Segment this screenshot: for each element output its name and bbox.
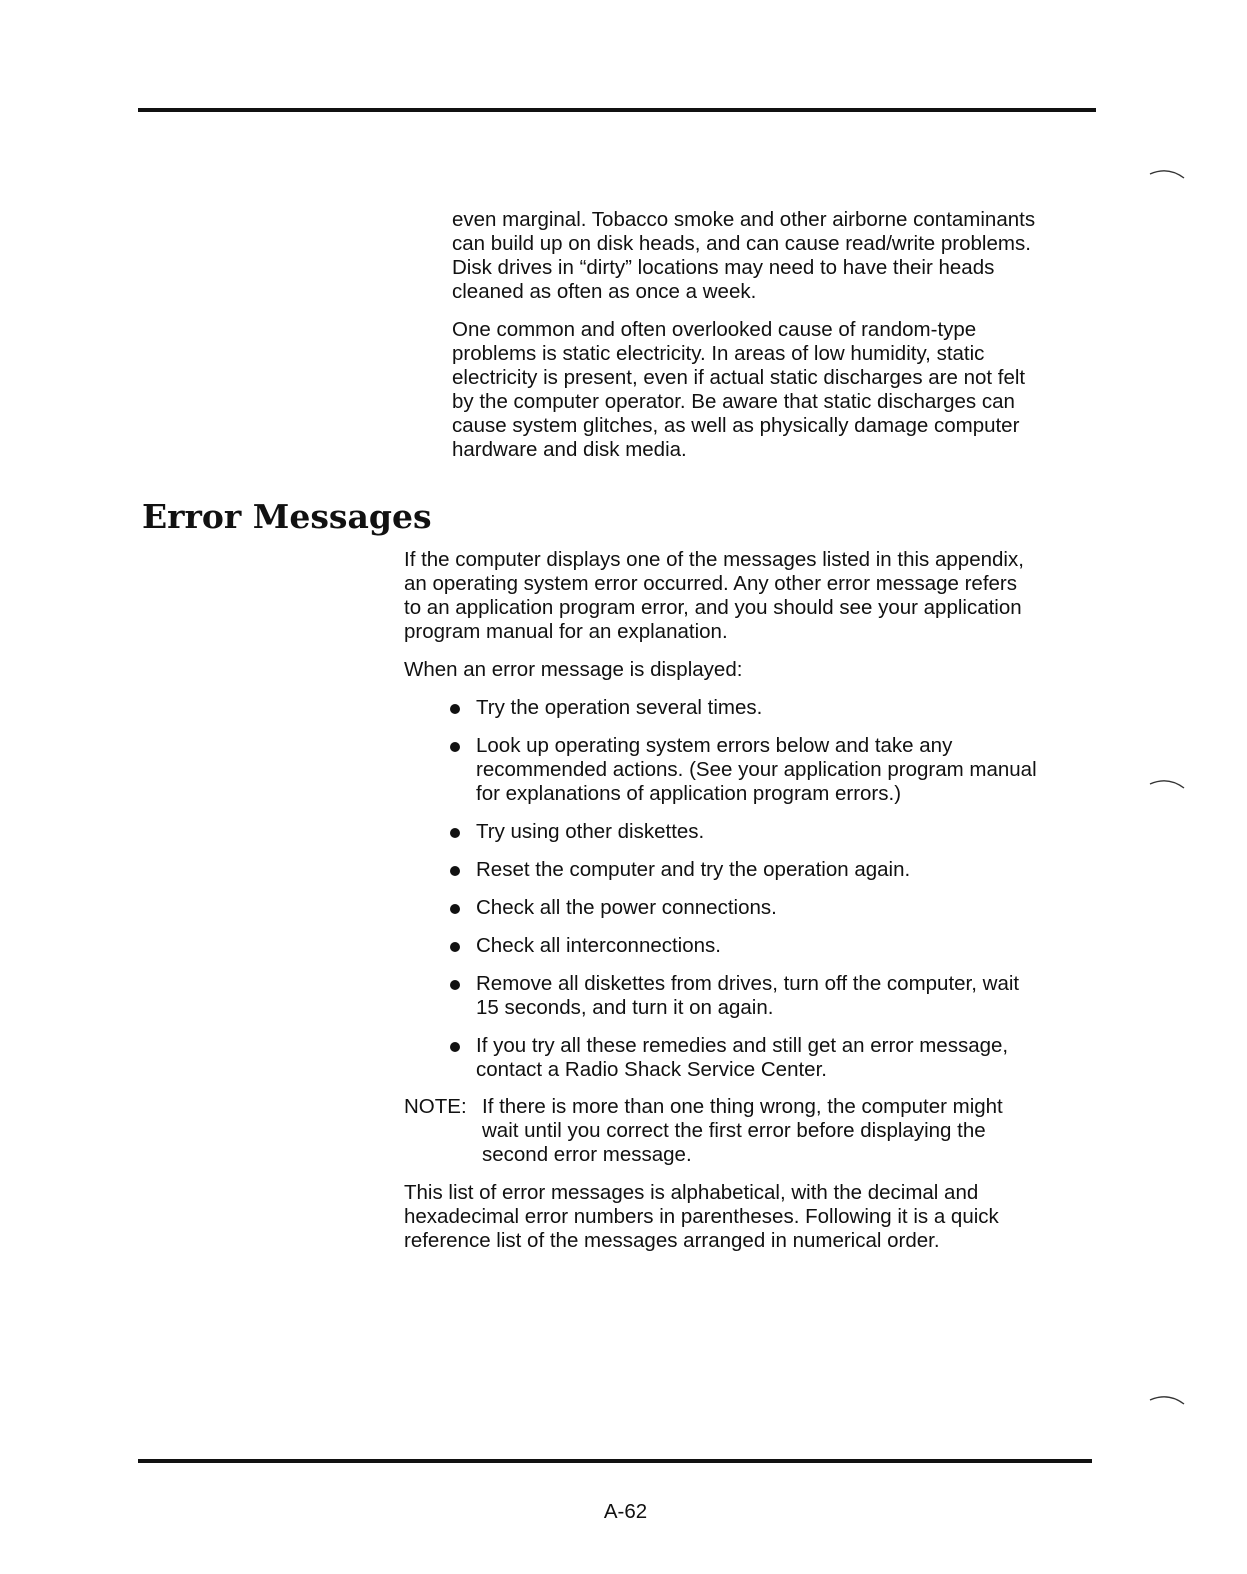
text-line: This list of error messages is alphabetical, with the decimal and xyxy=(404,1181,979,1204)
section-paragraph-1 xyxy=(404,548,1024,644)
section-paragraph-2 xyxy=(404,658,742,682)
text-line: hexadecimal error numbers in parentheses. Following it is a quick xyxy=(404,1205,999,1228)
bullet-icon xyxy=(450,980,460,990)
text-line: contact a Radio Shack Service Center. xyxy=(476,1058,827,1081)
bullet-icon xyxy=(450,742,460,752)
list-item xyxy=(448,1034,1037,1082)
note-body xyxy=(482,1095,1003,1167)
section-heading: Error Messages xyxy=(142,497,432,536)
text-line: Disk drives in “dirty” locations may need to have their heads xyxy=(452,256,995,279)
binding-mark xyxy=(1148,776,1188,790)
bullet-icon xyxy=(450,904,460,914)
bullet-icon xyxy=(450,1042,460,1052)
text-line: Check all interconnections. xyxy=(476,934,721,957)
text-line: Look up operating system errors below and take any xyxy=(476,734,953,757)
text-line: for explanations of application program errors.) xyxy=(476,782,902,805)
text-line: can build up on disk heads, and can cause read/write problems. xyxy=(452,232,1031,255)
text-line: Reset the computer and try the operation again. xyxy=(476,858,911,881)
list-item xyxy=(448,896,1037,920)
text-line: If there is more than one thing wrong, the computer might xyxy=(482,1095,1003,1118)
bullet-icon xyxy=(450,828,460,838)
list-item xyxy=(448,696,1037,720)
text-line: cleaned as often as once a week. xyxy=(452,280,757,303)
list-item xyxy=(448,858,1037,882)
text-line: If the computer displays one of the messages listed in this appendix, xyxy=(404,548,1024,571)
list-item xyxy=(448,820,1037,844)
text-line: second error message. xyxy=(482,1143,692,1166)
text-line: program manual for an explanation. xyxy=(404,620,728,643)
list-item xyxy=(448,972,1037,1020)
text-line: If you try all these remedies and still get an error message, xyxy=(476,1034,1009,1057)
text-line: One common and often overlooked cause of random-type xyxy=(452,318,977,341)
text-line: hardware and disk media. xyxy=(452,438,687,461)
bullet-icon xyxy=(450,866,460,876)
text-line: reference list of the messages arranged in numerical order. xyxy=(404,1229,940,1252)
text-line: Try using other diskettes. xyxy=(476,820,705,843)
page-number: A-62 xyxy=(603,1500,648,1523)
text-line: Try the operation several times. xyxy=(476,696,763,719)
text-line: problems is static electricity. In areas of low humidity, static xyxy=(452,342,985,365)
intro-paragraph-1 xyxy=(452,208,1035,304)
list-item xyxy=(448,934,1037,958)
top-rule xyxy=(138,108,1096,112)
text-line: When an error message is displayed: xyxy=(404,658,743,681)
text-line: Check all the power connections. xyxy=(476,896,777,919)
bullet-icon xyxy=(450,942,460,952)
text-line: by the computer operator. Be aware that static discharges can xyxy=(452,390,1015,413)
bullet-icon xyxy=(450,704,460,714)
intro-paragraph-2 xyxy=(452,318,1025,462)
text-line: even marginal. Tobacco smoke and other airborne contaminants xyxy=(452,208,1036,231)
remedy-list xyxy=(448,696,1037,1096)
text-line: cause system glitches, as well as physically damage computer xyxy=(452,414,1020,437)
section-paragraph-3 xyxy=(404,1181,999,1253)
note-label: NOTE: xyxy=(404,1095,467,1118)
text-line: recommended actions. (See your application program manual xyxy=(476,758,1037,781)
binding-mark xyxy=(1148,1392,1188,1406)
text-line: wait until you correct the first error before displaying the xyxy=(482,1119,986,1142)
text-line: to an application program error, and you should see your application xyxy=(404,596,1022,619)
text-line: an operating system error occurred. Any other error message refers xyxy=(404,572,1017,595)
text-line: Remove all diskettes from drives, turn off the computer, wait xyxy=(476,972,1020,995)
binding-mark xyxy=(1148,166,1188,180)
text-line: electricity is present, even if actual static discharges are not felt xyxy=(452,366,1026,389)
text-line: 15 seconds, and turn it on again. xyxy=(476,996,774,1019)
list-item xyxy=(448,734,1037,806)
bottom-rule xyxy=(138,1459,1092,1463)
